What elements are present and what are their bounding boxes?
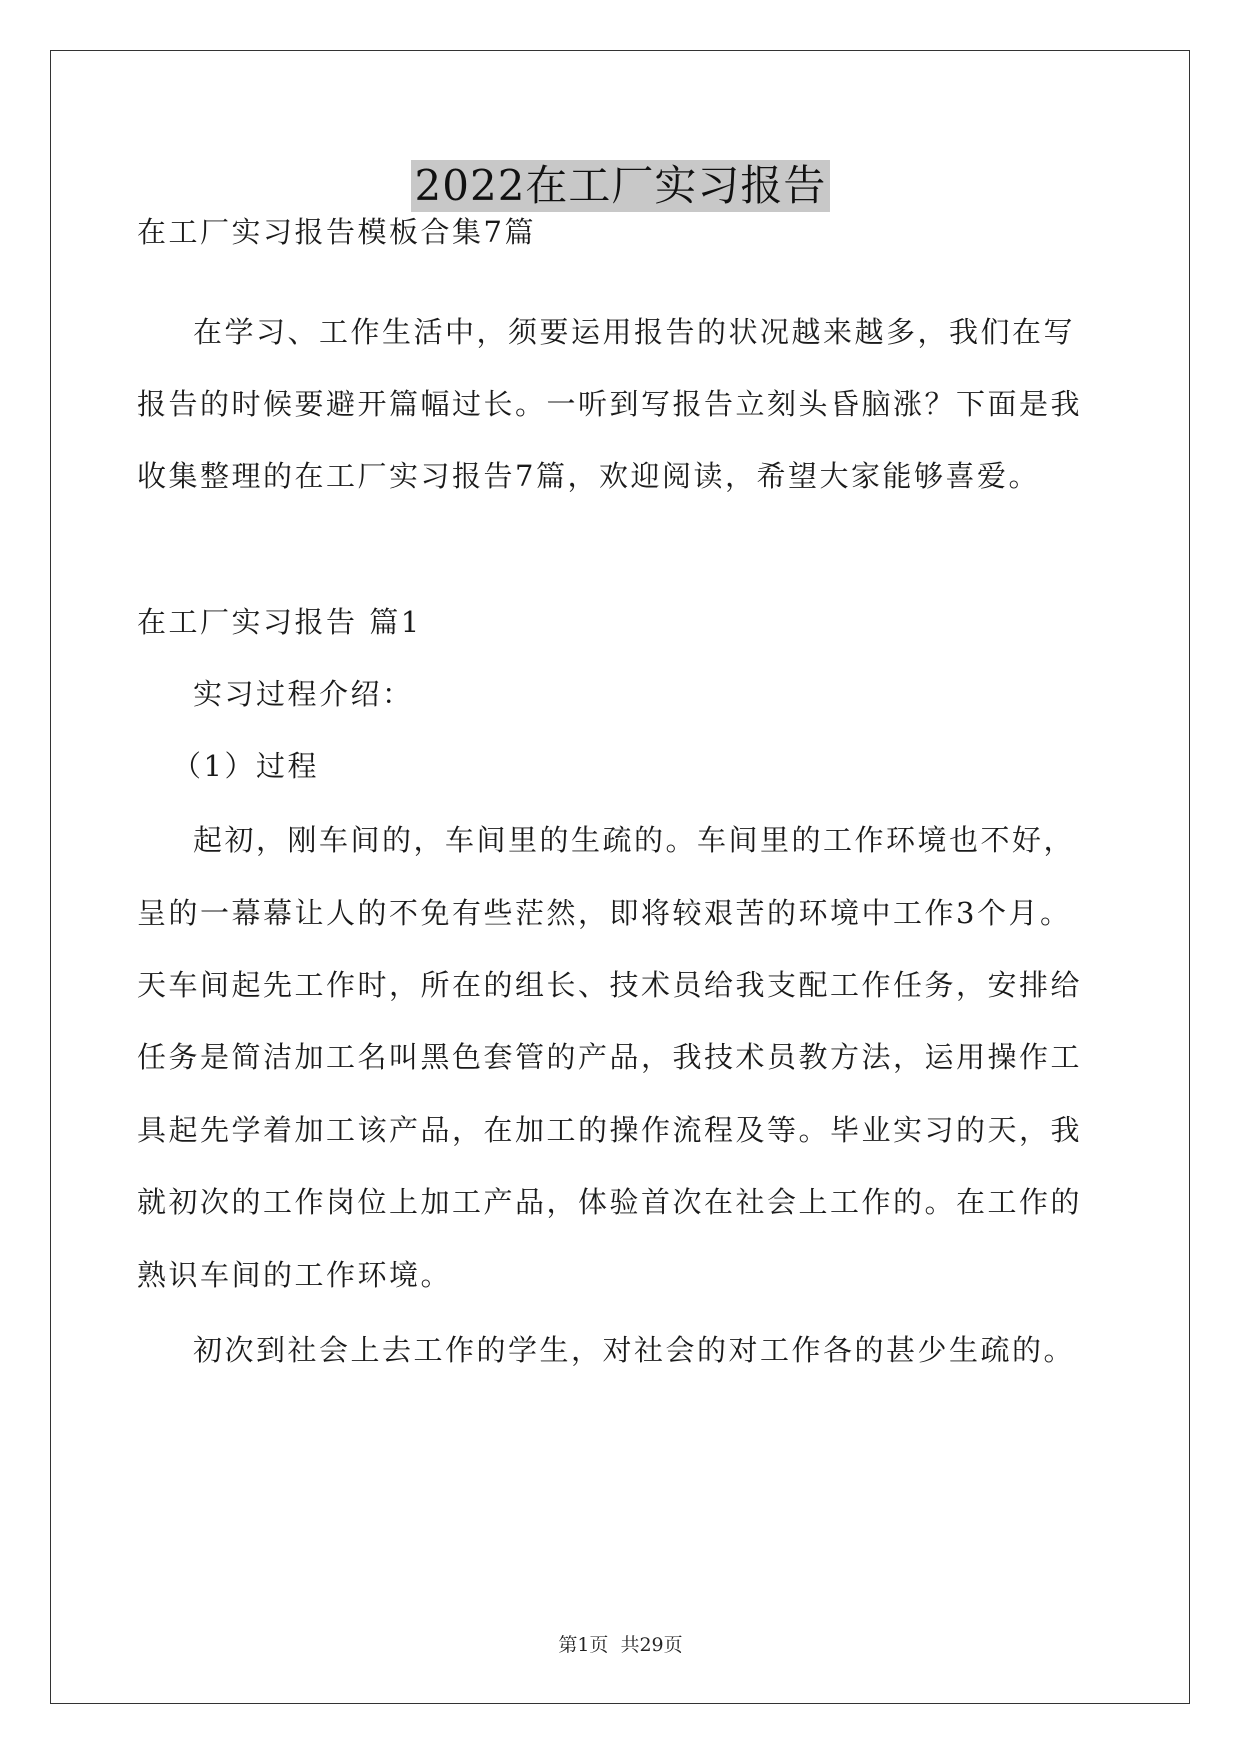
intro-line-3: 收集整理的在工厂实习报告7篇，欢迎阅读，希望大家能够喜爱。 [137, 459, 1040, 493]
intro-line-1: 在学习、工作生活中，须要运用报告的状况越来越多，我们在写 [193, 315, 1076, 349]
body-line-4: 任务是简洁加工名叫黑色套管的产品，我技术员教方法，运用操作工 [137, 1040, 1083, 1074]
page-footer [0, 1630, 1241, 1657]
body-line-7: 熟识车间的工作环境。 [137, 1258, 453, 1292]
document-subtitle: 在工厂实习报告模板合集7篇 [137, 215, 536, 249]
process-item: （1）过程 [172, 749, 319, 783]
page-total: 共29页 [620, 1634, 683, 1656]
process-intro: 实习过程介绍： [193, 677, 414, 711]
body-line-2: 呈的一幕幕让人的不免有些茫然，即将较艰苦的环境中工作3个月。 [137, 896, 1072, 930]
intro-line-2: 报告的时候要避开篇幅过长。一听到写报告立刻头昏脑涨？下面是我 [137, 387, 1083, 421]
body-line-5: 具起先学着加工该产品，在加工的操作流程及等。毕业实习的天，我 [137, 1113, 1083, 1147]
section-heading: 在工厂实习报告 篇1 [137, 605, 422, 639]
body-line-3: 天车间起先工作时，所在的组长、技术员给我支配工作任务，安排给 [137, 968, 1083, 1002]
document-title: 2022在工厂实习报告 [411, 160, 831, 212]
page-number: 第1页 [558, 1634, 609, 1656]
title-container [0, 160, 1241, 212]
page-border [50, 50, 1190, 1704]
body-last-line: 初次到社会上去工作的学生，对社会的对工作各的甚少生疏的。 [193, 1333, 1076, 1367]
body-line-6: 就初次的工作岗位上加工产品，体验首次在社会上工作的。在工作的 [137, 1185, 1083, 1219]
body-line-1: 起初，刚车间的，车间里的生疏的。车间里的工作环境也不好， [193, 823, 1076, 857]
